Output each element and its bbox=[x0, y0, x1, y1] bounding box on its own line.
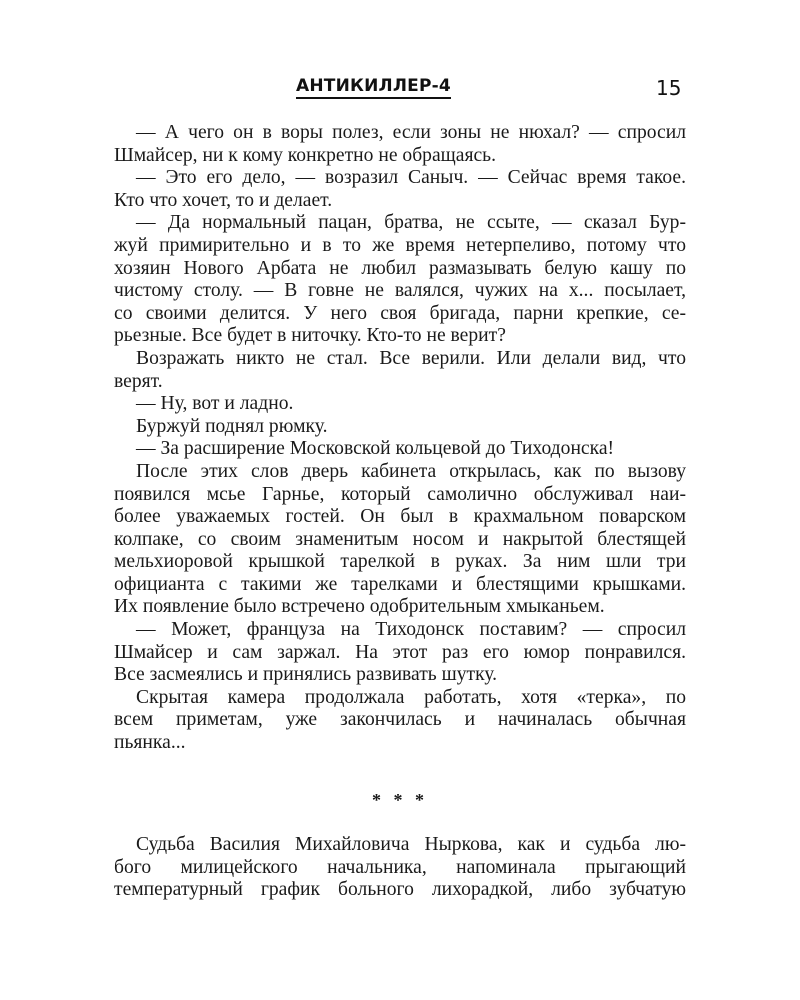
paragraph bbox=[114, 393, 686, 416]
text-line: — А чего он в воры полез, если зоны не нюхал? — спросил bbox=[136, 122, 686, 143]
main-text bbox=[114, 122, 686, 755]
text-line: — Да нормальный пацан, братва, не ссыте, — сказал Бур- bbox=[136, 212, 686, 234]
text-line: Все засмеялись и принялись развивать шутку. bbox=[114, 664, 498, 686]
text-line: появился мсье Гарнье, который самолично обслуживал наи- bbox=[114, 483, 686, 505]
running-title: АНТИКИЛЛЕР-4 bbox=[296, 76, 451, 99]
text-line: пьянка... bbox=[114, 732, 186, 754]
text-line: Кто что хочет, то и делает. bbox=[114, 189, 333, 211]
text-line: хозяин Нового Арбата не любил размазывать белую кашу по bbox=[114, 257, 686, 279]
text-line: Возражать никто не стал. Все верили. Или делали вид, что bbox=[136, 347, 686, 369]
text-line: верят. bbox=[114, 370, 163, 392]
main-text-continued bbox=[114, 834, 686, 902]
text-line: чистому столу. — В говне не валялся, чужих на х... посылает, bbox=[114, 280, 686, 302]
paragraph bbox=[114, 416, 686, 439]
paragraph bbox=[114, 212, 686, 348]
page-number: 15 bbox=[656, 76, 682, 100]
text-line: Их появление было встречено одобрительным хмыканьем. bbox=[114, 596, 605, 618]
text-line: рьезные. Все будет в ниточку. Кто-то не верит? bbox=[114, 325, 506, 347]
paragraph bbox=[114, 348, 686, 393]
text-line: Шмайсер и сам заржал. На этот раз его юмор понравился. bbox=[114, 641, 686, 663]
text-line: официанта с такими же тарелками и блестящими крышками. bbox=[114, 573, 686, 595]
text-line: более уважаемых гостей. Он был в крахмальном поварском bbox=[114, 506, 686, 528]
text-line: — Может, француза на Тиходонск поставим? — спросил bbox=[136, 619, 686, 641]
section-separator: * * * bbox=[372, 790, 428, 810]
text-line: со своими делится. У него своя бригада, парни крепкие, се- bbox=[114, 302, 686, 324]
text-line: температурный график больного лихорадкой, либо зубчатую bbox=[114, 879, 686, 901]
text-line: бого милицейского начальника, напоминала прыгающий bbox=[114, 856, 686, 878]
paragraph bbox=[114, 461, 686, 619]
text-line: Шмайсер, ни к кому конкретно не обращаясь. bbox=[114, 144, 497, 166]
text-line: После этих слов дверь кабинета открылась, как по вызову bbox=[136, 460, 686, 482]
paragraph bbox=[114, 167, 686, 212]
paragraph bbox=[114, 834, 686, 902]
text-line: всем приметам, уже закончилась и начиналась обычная bbox=[114, 709, 686, 731]
text-line: Буржуй поднял рюмку. bbox=[136, 415, 328, 437]
text-line: жуй примирительно и в то же время нетерпеливо, потому что bbox=[114, 234, 686, 256]
text-line: Судьба Василия Михайловича Ныркова, как и судьба лю- bbox=[136, 834, 686, 855]
paragraph bbox=[114, 438, 686, 461]
text-line: Скрытая камера продолжала работать, хотя «терка», по bbox=[136, 686, 686, 708]
paragraph bbox=[114, 619, 686, 687]
text-line: — За расширение Московской кольцевой до Тиходонска! bbox=[136, 438, 615, 460]
paragraph bbox=[114, 687, 686, 755]
text-line: мельхиоровой крышкой тарелкой в руках. За ним шли три bbox=[114, 551, 686, 573]
paragraph bbox=[114, 122, 686, 167]
text-line: колпаке, со своим знаменитым носом и накрытой блестящей bbox=[114, 528, 686, 550]
text-line: — Ну, вот и ладно. bbox=[136, 393, 294, 415]
text-line: — Это его дело, — возразил Саныч. — Сейчас время такое. bbox=[136, 167, 686, 189]
